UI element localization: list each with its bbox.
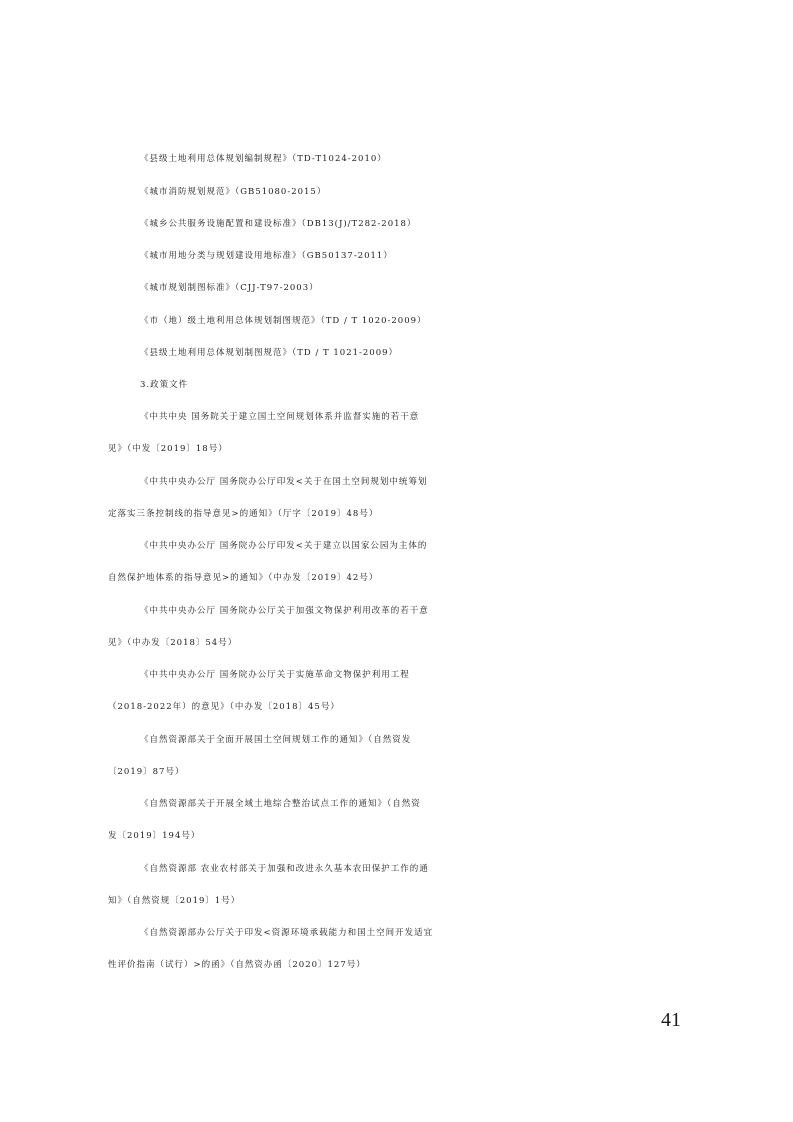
policy-doc-line: 见》（中发〔2019〕18号） <box>108 444 228 454</box>
policy-doc-line: 发〔2019〕194号） <box>108 831 201 841</box>
policy-doc-line: 《自然资源部关于开展全域土地综合整治试点工作的通知》（自然资 <box>140 799 421 809</box>
policy-doc-line: 〔2019〕87号） <box>108 767 185 777</box>
page-number: 41 <box>661 1009 681 1031</box>
policy-doc-line: 《中共中央办公厅 国务院办公厅印发<关于建立以国家公园为主体的 <box>140 541 428 551</box>
standard-item: 《城市用地分类与规划建设用地标准》（GB50137-2011） <box>140 251 393 261</box>
standard-item: 《县级土地利用总体规划制图规范》（TD / T 1021-2009） <box>140 348 399 358</box>
section-heading: 3.政策文件 <box>140 380 189 390</box>
policy-doc-line: 《自然资源部关于全面开展国土空间规划工作的通知》（自然资发 <box>140 735 412 745</box>
policy-doc-line: 《自然资源部 农业农村部关于加强和改进永久基本农田保护工作的通 <box>140 864 429 874</box>
policy-doc-line: （2018-2022年）的意见》（中办发〔2018〕45号） <box>108 702 340 712</box>
policy-doc-line: 《中共中央办公厅 国务院办公厅印发<关于在国土空间规划中统筹划 <box>140 477 428 487</box>
policy-doc-line: 《中共中央办公厅 国务院办公厅关于实施革命文物保护利用工程 <box>140 670 410 680</box>
policy-doc-line: 《中共中央 国务院关于建立国土空间规划体系并监督实施的若干意 <box>140 412 420 422</box>
policy-doc-line: 性评价指南（试行）>的函》（自然资办函〔2020〕127号） <box>108 960 366 970</box>
policy-doc-line: 《中共中央办公厅 国务院办公厅关于加强文物保护利用改革的若干意 <box>140 606 429 616</box>
standard-item: 《城市消防规划规范》（GB51080-2015） <box>140 187 327 197</box>
standard-item: 《市（地）级土地利用总体规划制图规范》（TD / T 1020-2009） <box>140 316 427 326</box>
policy-doc-line: 见》（中办发〔2018〕54号） <box>108 638 238 648</box>
policy-doc-line: 知》（自然资规〔2019〕1号） <box>108 896 241 906</box>
policy-doc-line: 自然保护地体系的指导意见>的通知》（中办发〔2019〕42号） <box>108 573 379 583</box>
standard-item: 《城乡公共服务设施配置和建设标准》（DB13(J)/T282-2018） <box>140 219 417 229</box>
standard-item: 《县级土地利用总体规划编制规程》（TD-T1024-2010） <box>140 154 387 164</box>
standard-item: 《城市规划制图标准》（CJJ-T97-2003） <box>140 283 319 293</box>
policy-doc-line: 《自然资源部办公厅关于印发<资源环境承载能力和国土空间开发适宜 <box>140 928 434 938</box>
policy-doc-line: 定落实三条控制线的指导意见>的通知》（厅字〔2019〕48号） <box>108 509 379 519</box>
